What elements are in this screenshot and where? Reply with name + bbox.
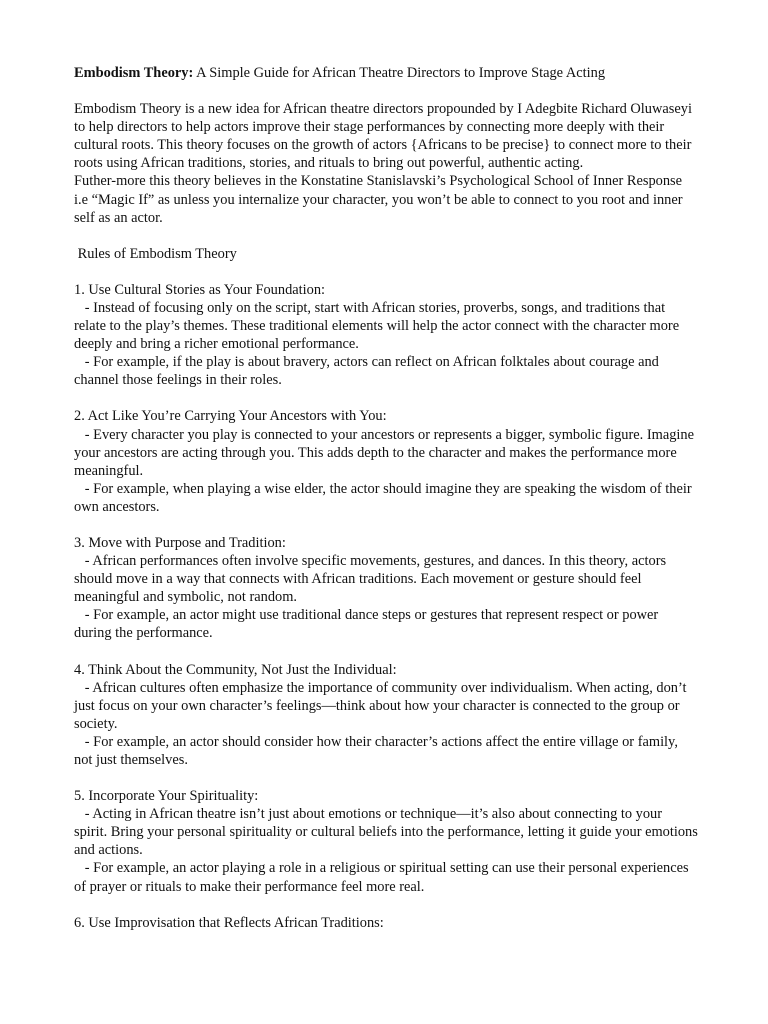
rule-heading-5: 5. Incorporate Your Spirituality: bbox=[74, 788, 259, 805]
document-title bbox=[74, 64, 698, 82]
rule-4-detail: - African cultures often emphasize the importance of community over individualism. When acting, don’t just focus on your own character’s feelings—think about how your character is connected to the group or society. bbox=[74, 679, 691, 732]
rule-2-detail: - Every character you play is connected to your ancestors or represents a bigger, symbolic figure. Imagine your ancestors are acting through you. This adds depth to the character and makes the performance more meaningful. bbox=[74, 426, 698, 479]
title-bold: Embodism Theory: bbox=[74, 65, 194, 81]
rule-2-example: - For example, when playing a wise elder, the actor should imagine they are speaking the wisdom of their own ancestors. bbox=[74, 480, 696, 515]
document-page bbox=[74, 64, 702, 932]
rule-heading-4: 4. Think About the Community, Not Just the Individual: bbox=[74, 661, 397, 678]
rule-heading-3: 3. Move with Purpose and Tradition: bbox=[74, 534, 286, 551]
rule-5-detail: - Acting in African theatre isn’t just about emotions or technique—it’s also about connecting to your spirit. Bring your personal spirituality or cultural beliefs into the performance, letting it guide your emotions and actions. bbox=[74, 806, 702, 859]
rule-3-detail: - African performances often involve specific movements, gestures, and dances. In this theory, actors should move in a way that connects with African traditions. Each movement or gesture should feel meaningful and symbolic, not random. bbox=[74, 553, 670, 606]
rule-5-example: - For example, an actor playing a role in a religious or spiritual setting can use their personal experiences of prayer or rituals to make their performance feel more real. bbox=[74, 860, 693, 895]
rule-3-example: - For example, an actor might use traditional dance steps or gestures that represent respect or power during the performance. bbox=[74, 607, 662, 642]
rule-1-detail: - Instead of focusing only on the script, start with African stories, proverbs, songs, and traditions that relate to the play’s themes. These traditional elements will help the actor connect with the character more deeply and bring a richer emotional performance. bbox=[74, 299, 683, 353]
rule-4-example: - For example, an actor should consider how their character’s actions affect the entire village or family, not just themselves. bbox=[74, 733, 682, 768]
rule-heading-2: 2. Act Like You’re Carrying Your Ancestors with You: bbox=[74, 408, 387, 425]
intro-paragraph-2: Futher-more this theory believes in the Konstatine Stanislavski’s Psychological School of Inner Response i.e “Magic If” as unless you internalize your character, you won’t be able to connect to you root and inner self as an actor. bbox=[74, 173, 687, 226]
rules-heading: Rules of Embodism Theory bbox=[74, 245, 237, 262]
rule-1-example: - For example, if the play is about bravery, actors can reflect on African folktales about courage and channel those feelings in their roles. bbox=[74, 354, 663, 389]
rule-heading-1: 1. Use Cultural Stories as Your Foundation: bbox=[74, 281, 326, 298]
rule-heading-6: 6. Use Improvisation that Reflects African Traditions: bbox=[74, 914, 384, 931]
title-rest: A Simple Guide for African Theatre Directors to Improve Stage Acting bbox=[193, 65, 606, 81]
intro-paragraph: Embodism Theory is a new idea for African theatre directors propounded by I Adegbite Richard Oluwaseyi to help directors to help actors improve their stage performances by connecting more deeply with their cultural roots. This theory focuses on the growth of actors {Africans to be precise} to connect more to their roots using African traditions, stories, and rituals to bring out powerful, authentic acting. bbox=[74, 101, 696, 172]
